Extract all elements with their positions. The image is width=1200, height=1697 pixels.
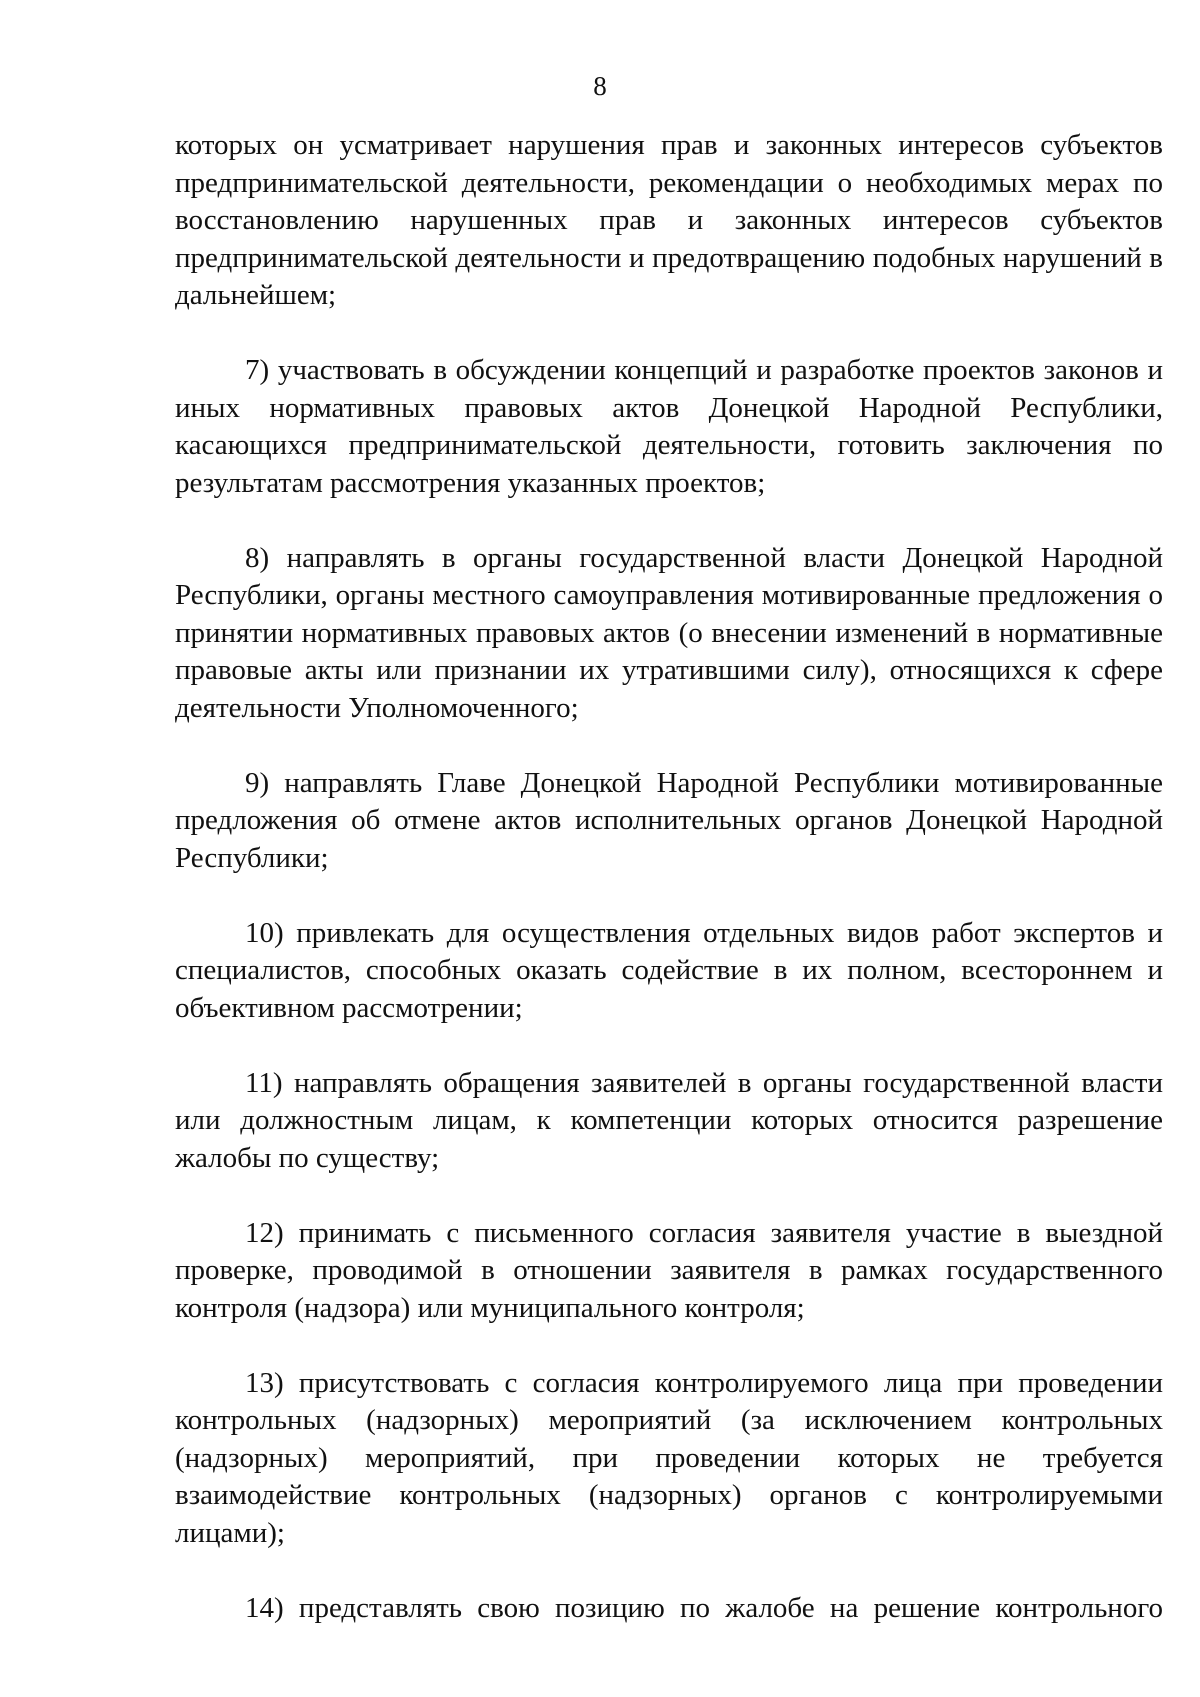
paragraph-item-14: 14) представлять свою позицию по жалобе на решение контрольного — [245, 1591, 1163, 1624]
paragraph-item-11: 11) направлять обращения заявителей в органы государственной власти или должностным лицам, к компетенции которых относится разрешение жалобы по существу; — [175, 1066, 1163, 1174]
paragraph-item-10: 10) привлекать для осуществления отдельных видов работ экспертов и специалистов, способных оказать содействие в их полном, всестороннем и объективном рассмотрении; — [175, 916, 1163, 1024]
paragraph-item-13: 13) присутствовать с согласия контролируемого лица при проведении контрольных (надзорных) мероприятий (за исключением контрольных (надзорных) мероприятий, при проведении которых не требуется взаимодействие контрольных (надзорных) органов с контролируемыми лицами); — [175, 1366, 1163, 1549]
paragraph-item-8: 8) направлять в органы государственной власти Донецкой Народной Республики, органы местного самоуправления мотивированные предложения о принятии нормативных правовых актов (о внесении изменений в нормативные правовые акты или признании их утратившими силу), относящихся к сфере деятельности Уполномоченного; — [175, 541, 1163, 724]
paragraph-continuation: которых он усматривает нарушения прав и законных интересов субъектов предпринимательской деятельности, рекомендации о необходимых мерах по восстановлению нарушенных прав и законных интересов субъектов предпринимательской деятельности и предотвращению подобных нарушений в дальнейшем; — [175, 129, 1163, 311]
paragraph-item-12: 12) принимать с письменного согласия заявителя участие в выездной проверке, проводимой в отношении заявителя в рамках государственного контроля (надзора) или муниципального контроля; — [175, 1216, 1163, 1324]
paragraph-item-9: 9) направлять Главе Донецкой Народной Республики мотивированные предложения об отмене актов исполнительных органов Донецкой Народной Республики; — [175, 766, 1163, 874]
document-body — [175, 127, 1163, 1627]
page-number: 8 — [593, 71, 607, 101]
paragraph-item-7: 7) участвовать в обсуждении концепций и разработке проектов законов и иных нормативных правовых актов Донецкой Народной Республики, касающихся предпринимательской деятельности, готовить заключения по результатам рассмотрения указанных проектов; — [175, 354, 1163, 499]
